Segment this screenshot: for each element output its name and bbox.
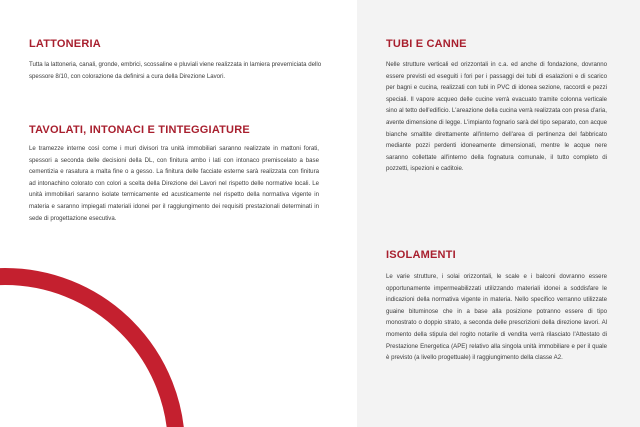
section-title-tubi: TUBI E CANNE [386, 38, 467, 50]
right-column [357, 0, 640, 427]
decorative-red-arc [0, 268, 185, 427]
section-title-isolamenti: ISOLAMENTI [386, 249, 456, 261]
section-body-tubi: Nelle strutture verticali ed orizzontali in c.a. ed anche di fondazione, dovranno essere previsti ed eseguiti i fori per i passaggi dei tubi di esalazioni e di scarico per bagni e cucina, realizzati con tubi in PVC di idonea sezione, raccordi e pezzi speciali. Il vapore acqueo delle cucine verrà evacuato tramite colonna verticale sino al tetto dell'edificio. L'areazione della cucina verrà realizzata con presa d'aria, avente dimensione di legge. L'impianto fognario sarà del tipo separato, con acque bianche smaltite direttamente all'interno dell'area di pertinenza del fabbricato mediante pozzi perdenti idoneamente dimensionati, mentre le acque nere saranno collettate all'interno della fognatura comunale, il tutto completo di pozzetti, ispezioni e caditoie. [386, 61, 607, 173]
section-body-tavolati: Le tramezze interne così come i muri divisori tra unità immobiliari saranno realizzate in mattoni forati, spessori a seconda delle decisioni della DL, con finitura ambo i lati con intonaco premiscelato a base cementizia e rasatura a malta fine o a gesso. La finitura delle facciate esterne sarà realizzata con finitura ad intonachino colorato con colori a scelta della Direzione dei Lavori nel rispetto delle normative locali. Le unità immobiliari saranno isolate termicamente ed acusticamente nel rispetto della normativa vigente in materia e saranno impiegati materiali idonei per il raggiungimento dei requisiti prestazionali determinati in sede di progettazione esecutiva. [29, 145, 319, 222]
section-body-isolamenti: Le varie strutture, i solai orizzontali, le scale e i balconi dovranno essere opportunamente impermeabilizzati utilizzando materiali idonei a soddisfare le indicazioni della normativa vigente in materia. Nello specifico verranno utilizzate guaine bituminose che in a base alla posizione potranno essere di tipo monostrato o doppio strato, a seconda delle prescrizioni della direzione lavori. Al momento della stipula del rogito notarile di vendita verrà rilasciato l'Attestato di Prestazione Energetica (APE) relativo alla singola unità immobiliare e per il quale è previsto (a livello progettuale) il raggiungimento della classe A2. [386, 273, 607, 362]
section-body-lattoneria: Tutta la lattoneria, canali, gronde, embrici, scossaline e pluviali viene realizzata in lamiera preverniciata dello spessore 8/10, con colorazione da definirsi a cura della Direzione Lavori. [29, 61, 322, 80]
section-title-tavolati: TAVOLATI, INTONACI E TINTEGGIATURE [29, 124, 250, 136]
section-title-lattoneria: LATTONERIA [29, 38, 101, 50]
